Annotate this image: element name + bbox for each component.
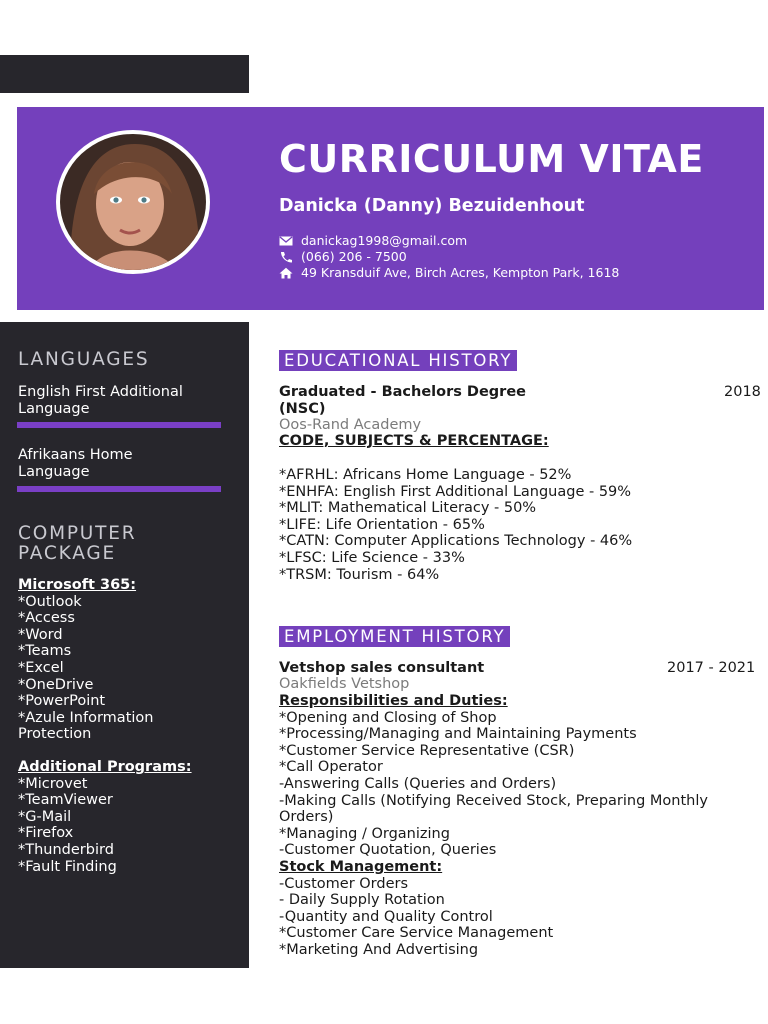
phone-text: (066) 206 - 7500	[301, 249, 407, 264]
list-item: *LFSC: Life Science - 33%	[279, 549, 465, 566]
education-year: 2018	[724, 384, 761, 400]
list-item: *Marketing And Advertising	[279, 941, 479, 958]
list-item: *TeamViewer	[18, 792, 113, 809]
stock-heading: Stock Management:	[279, 858, 443, 875]
list-item: *MLIT: Mathematical Literacy - 50%	[279, 500, 537, 517]
degree-line: (NSC)	[279, 400, 326, 417]
list-item: *PowerPoint	[18, 693, 106, 710]
email-text: danickag1998@gmail.com	[301, 233, 468, 248]
computer-heading-line: COMPUTER	[18, 523, 137, 544]
page-title: CURRICULUM VITAE	[279, 137, 704, 181]
profile-photo	[56, 130, 210, 274]
list-item: *Opening and Closing of Shop	[279, 709, 497, 726]
additional-list	[18, 759, 192, 875]
avatar	[60, 134, 206, 270]
job-title: Vetshop sales consultant	[279, 660, 485, 676]
contact-email	[279, 233, 467, 248]
list-item: -Quantity and Quality Control	[279, 908, 493, 925]
list-item: *Customer Service Representative (CSR)	[279, 742, 575, 759]
candidate-name: Danicka (Danny) Bezuidenhout	[279, 196, 585, 216]
language-line: English First Additional	[18, 384, 183, 400]
list-item: *Customer Care Service Management	[279, 925, 554, 942]
language-divider	[17, 422, 221, 428]
list-item: -Making Calls (Notifying Received Stock, Preparing Monthly	[279, 792, 708, 809]
language-line: Language	[18, 463, 90, 480]
additional-heading: Additional Programs:	[18, 759, 192, 775]
list-item: *Microvet	[18, 775, 88, 792]
envelope-icon	[279, 235, 293, 247]
contact-address	[279, 265, 619, 280]
subjects-heading: CODE, SUBJECTS & PERCENTAGE:	[279, 433, 549, 449]
list-item: *CATN: Computer Applications Technology - 46%	[279, 533, 633, 550]
language-item	[18, 384, 183, 417]
list-item: *ENHFA: English First Additional Language - 59%	[279, 483, 632, 500]
list-item: *Fault Finding	[18, 858, 117, 875]
language-line: Afrikaans Home	[18, 447, 133, 463]
list-item: *Access	[18, 610, 75, 627]
list-item: *Azule Information	[18, 709, 154, 726]
degree-line: Graduated - Bachelors Degree	[279, 384, 527, 400]
microsoft-list	[18, 577, 153, 743]
list-item: -Customer Quotation, Queries	[279, 842, 497, 859]
education-heading: EDUCATIONAL HISTORY	[279, 350, 517, 371]
list-item: Orders)	[279, 809, 334, 826]
list-item: *Excel	[18, 659, 64, 676]
degree-title	[279, 384, 526, 417]
company-name: Oakfields Vetshop	[279, 676, 410, 692]
list-item: *Thunderbird	[18, 841, 114, 858]
list-item: *LIFE: Life Orientation - 65%	[279, 516, 485, 533]
list-item: *TRSM: Tourism - 64%	[279, 566, 440, 583]
employment-heading: EMPLOYMENT HISTORY	[279, 626, 510, 647]
list-item: Protection	[18, 726, 92, 743]
list-item: *G-Mail	[18, 808, 72, 825]
school-name: Oos-Rand Academy	[279, 417, 422, 433]
microsoft-heading: Microsoft 365:	[18, 577, 137, 593]
language-divider	[17, 486, 221, 492]
sidebar-top-block	[0, 55, 249, 93]
list-item: *AFRHL: Africans Home Language - 52%	[279, 467, 572, 483]
list-item: -Answering Calls (Queries and Orders)	[279, 775, 557, 792]
list-item: *Call Operator	[279, 759, 383, 776]
contact-phone	[279, 249, 407, 264]
list-item: *Firefox	[18, 825, 74, 842]
languages-heading: LANGUAGES	[18, 349, 150, 370]
computer-heading-line: PACKAGE	[18, 543, 116, 564]
computer-heading	[18, 524, 136, 564]
language-item	[18, 447, 133, 480]
duties-list	[279, 693, 759, 959]
home-icon	[279, 267, 293, 279]
list-item: *Teams	[18, 643, 72, 660]
list-item: *Outlook	[18, 593, 82, 610]
list-item: - Daily Supply Rotation	[279, 892, 445, 909]
duties-heading: Responsibilities and Duties:	[279, 693, 508, 709]
list-item: *OneDrive	[18, 676, 94, 693]
address-text: 49 Kransduif Ave, Birch Acres, Kempton Park, 1618	[301, 265, 620, 280]
list-item: *Managing / Organizing	[279, 825, 450, 842]
list-item: -Customer Orders	[279, 875, 409, 892]
subjects-list	[279, 467, 632, 583]
phone-icon	[279, 251, 293, 263]
list-item: *Word	[18, 626, 63, 643]
language-line: Language	[18, 400, 90, 417]
list-item: *Processing/Managing and Maintaining Payments	[279, 726, 637, 743]
employment-years: 2017 - 2021	[667, 660, 756, 676]
